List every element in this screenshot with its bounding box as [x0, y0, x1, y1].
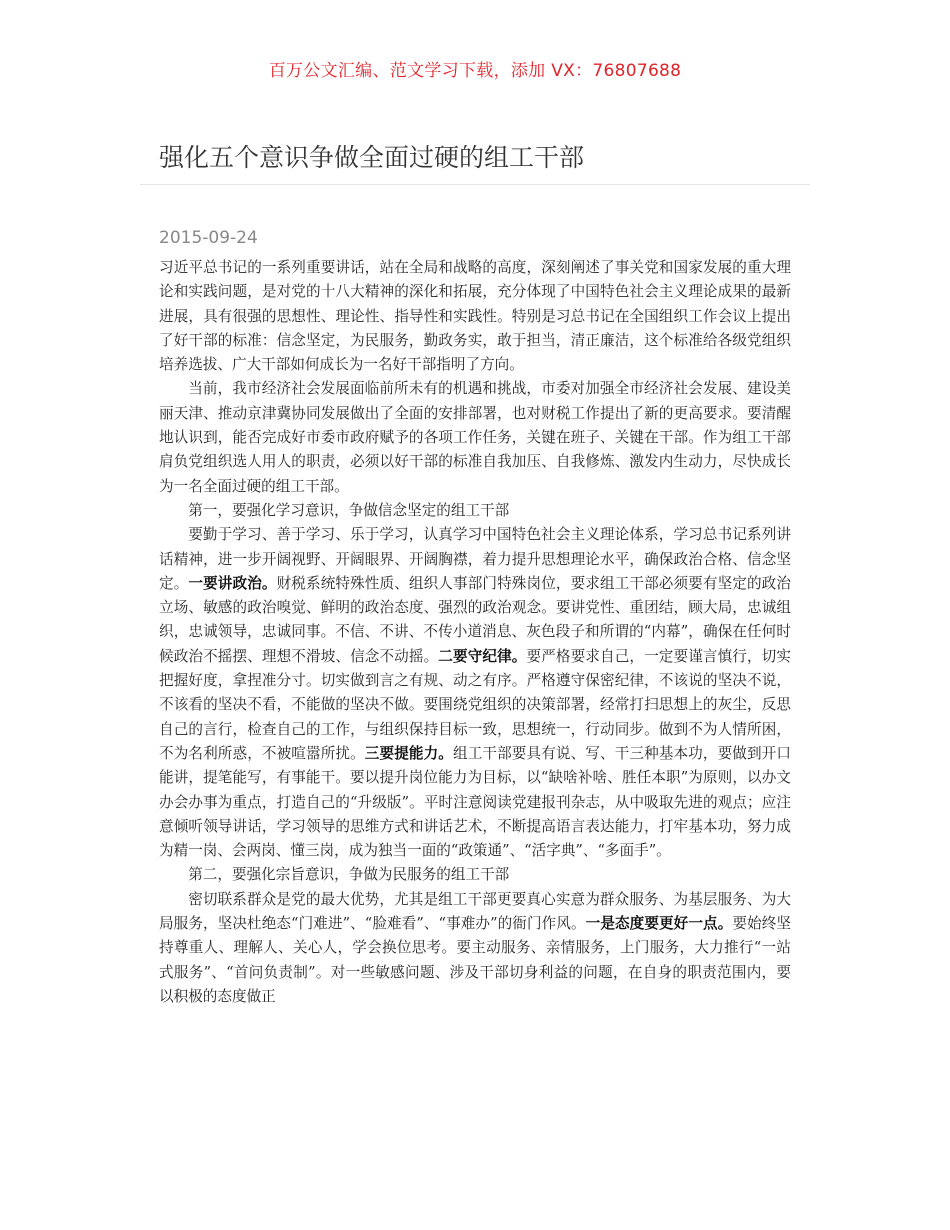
bold-point-attitude: 一是态度要更好一点。 [585, 915, 733, 933]
bold-point-ability: 三要提能力。 [364, 744, 453, 762]
article-title: 强化五个意识争做全面过硬的组工干部 [159, 143, 585, 172]
text-run: 要严格要求自己，一定要谨言慎行，切实把握好度，拿捏准分寸。切实做到言之有规、动之有序。严格遵守保密纪律，不该说的坚决不说，不该看的坚决不看，不能做的坚决不做。要围绕党组织的决策部署，经常打扫思想上的灰尘，反思自己的言行，检查自己的工作，与组织保持目标一致，思想统一，行动同步。做到不为人情所困，不为名利所惑，不被喧嚣所扰。 [159, 647, 791, 762]
text-run: 要始终坚持尊重人、理解人、关心人，学会换位思考。要主动服务、亲情服务，上门服务，大力推行“一站式服务”、“首问负责制”。对一些敏感问题、涉及干部切身利益的问题，在自身的职责范围内，要以积极的态度做正 [159, 915, 791, 1005]
text-run: 财税系统特殊性质、组织人事部门特殊岗位，要求组工干部必须要有坚定的政治立场、敏感的政治嗅觉、鲜明的政治态度、强烈的政治观念。要讲党性、重团结，顾大局，忠诚组织，忠诚领导，忠诚同事。不信、不讲、不传小道消息、灰色段子和所谓的“内幕”，确保在任何时候政治不摇摆、理想不滑坡、信念不动摇。 [159, 574, 791, 665]
bold-point-discipline: 二要守纪律。 [438, 647, 527, 665]
text-run: 组工干部要具有说、写、干三种基本功，要做到开口能讲，提笔能写，有事能干。要以提升岗位能力为目标，以“缺啥补啥、胜任本职”为原则，以办文办会办事为重点，打造自己的“升级版”。平时注意阅读党建报刊杂志，从中吸取先进的观点；应注意倾听领导讲话，学习领导的思维方式和讲话艺术，不断提高语言表达能力，打牢基本功，努力成为精一岗、会两岗、懂三岗，成为独当一面的“政策通”、“活字典”、“多面手”。 [159, 744, 791, 860]
article-body [159, 256, 791, 1009]
publish-date: 2015-09-24 [159, 228, 258, 248]
watermark-banner: 百万公文汇编、范文学习下载，添加 VX：76807688 [268, 61, 682, 81]
title-divider [140, 184, 810, 185]
section-heading-2: 第二，要强化宗旨意识，争做为民服务的组工干部 [188, 866, 510, 884]
paragraph-intro: 习近平总书记的一系列重要讲话，站在全局和战略的高度，深刻阐述了事关党和国家发展的重大理论和实践问题，是对党的十八大精神的深化和拓展，充分体现了中国特色社会主义理论成果的最新进展，具有很强的思想性、理论性、指导性和实践性。特别是习总书记在全国组织工作会议上提出了好干部的标准：信念坚定，为民服务，勤政务实，敢于担当，清正廉洁，这个标准给各级党组织培养选拔、广大干部如何成长为一名好干部指明了方向。 [159, 259, 791, 374]
paragraph-context: 当前，我市经济社会发展面临前所未有的机遇和挑战，市委对加强全市经济社会发展、建设美丽天津、推动京津冀协同发展做出了全面的安排部署，也对财税工作提出了新的更高要求。要清醒地认识到，能否完成好市委市政府赋予的各项工作任务，关键在班子、关键在干部。作为组工干部肩负党组织选人用人的职责，必须以好干部的标准自我加压、自我修炼、激发内生动力，尽快成长为一名全面过硬的组工干部。 [159, 380, 791, 495]
text-run: 密切联系群众是党的最大优势，尤其是组工干部更要真心实意为群众服务、为基层服务、为大局服务，坚决杜绝态“门难进”、“脸难看”、“事难办”的衙门作风。 [159, 890, 791, 933]
bold-point-politics: 一要讲政治。 [188, 574, 277, 592]
section-heading-1: 第一，要强化学习意识，争做信念坚定的组工干部 [188, 501, 510, 519]
paragraph-section-2 [159, 888, 791, 1009]
paragraph-section-1 [159, 523, 791, 863]
text-run: 要勤于学习、善于学习、乐于学习，认真学习中国特色社会主义理论体系，学习总书记系列讲话精神，进一步开阔视野、开阔眼界、开阔胸襟，着力提升思想理论水平，确保政治合格、信念坚定。 [159, 526, 791, 592]
